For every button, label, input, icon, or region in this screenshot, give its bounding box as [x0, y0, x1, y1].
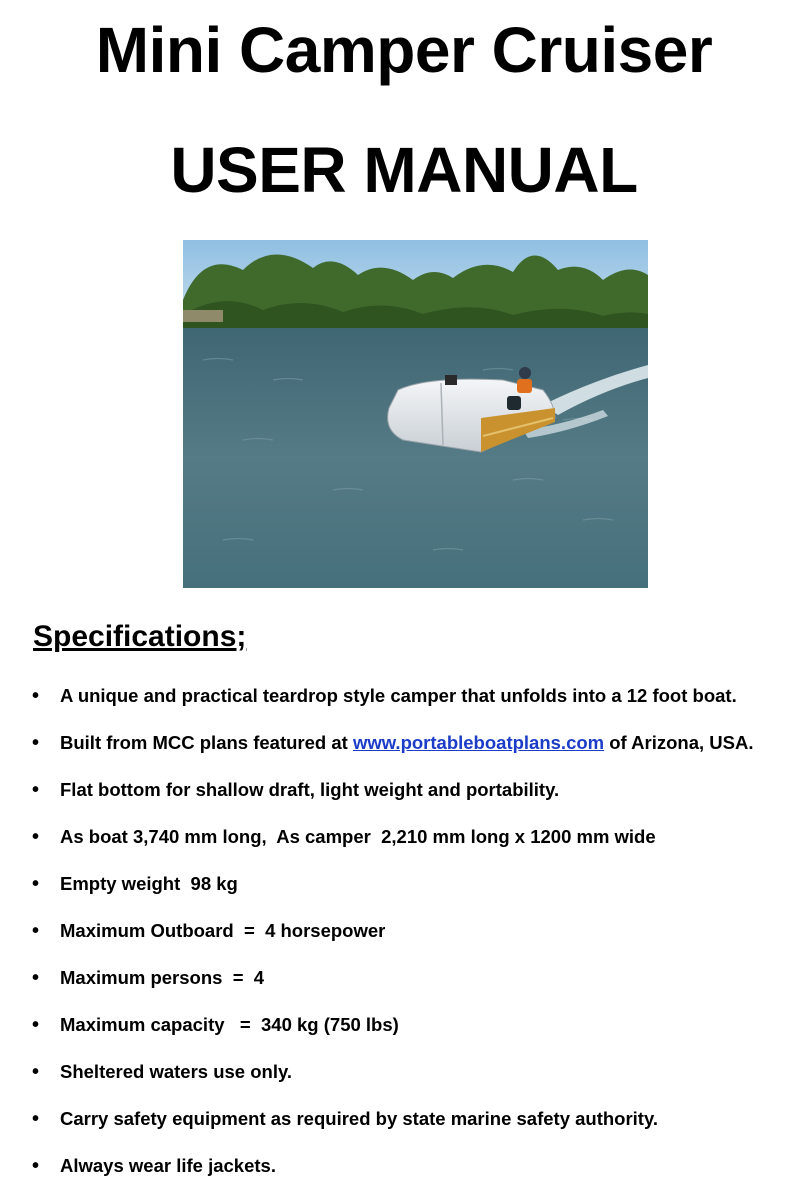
document-title: Mini Camper Cruiser [95, 14, 713, 86]
list-item: • Maximum persons = 4 [30, 958, 800, 1005]
list-item: • Built from MCC plans featured at www.portableboatplans.com of Arizona, USA. [30, 723, 800, 770]
bullet-icon: • [32, 779, 40, 801]
list-item: • Carry safety equipment as required by state marine safety authority. [30, 1099, 800, 1146]
list-item: • Maximum Outboard = 4 horsepower [30, 911, 800, 958]
bullet-icon: • [32, 967, 40, 989]
boat-photo [183, 240, 648, 588]
specifications-heading: Specifications; [33, 620, 247, 653]
list-item: • Flat bottom for shallow draft, light weight and portability. [30, 770, 800, 817]
bullet-icon: • [32, 826, 40, 848]
bullet-icon: • [32, 1014, 40, 1036]
bullet-icon: • [32, 685, 40, 707]
bullet-icon: • [32, 1108, 40, 1130]
list-item: • Always wear life jackets. [30, 1146, 800, 1193]
list-item: • A unique and practical teardrop style camper that unfolds into a 12 foot boat. [30, 676, 800, 723]
bullet-icon: • [32, 1155, 40, 1177]
list-item: • As boat 3,740 mm long, As camper 2,210 mm long x 1200 mm wide [30, 817, 800, 864]
bullet-icon: • [32, 732, 40, 754]
portableboatplans-link[interactable]: www.portableboatplans.com [352, 732, 605, 753]
bullet-icon: • [32, 873, 40, 895]
bullet-icon: • [32, 1061, 40, 1083]
bullet-icon: • [32, 920, 40, 942]
document-subtitle: USER MANUAL [170, 134, 638, 206]
list-item: • Sheltered waters use only. [30, 1052, 800, 1099]
list-item: • Empty weight 98 kg [30, 864, 800, 911]
specifications-list [30, 676, 800, 1193]
list-item: • Maximum capacity = 340 kg (750 lbs) [30, 1005, 800, 1052]
